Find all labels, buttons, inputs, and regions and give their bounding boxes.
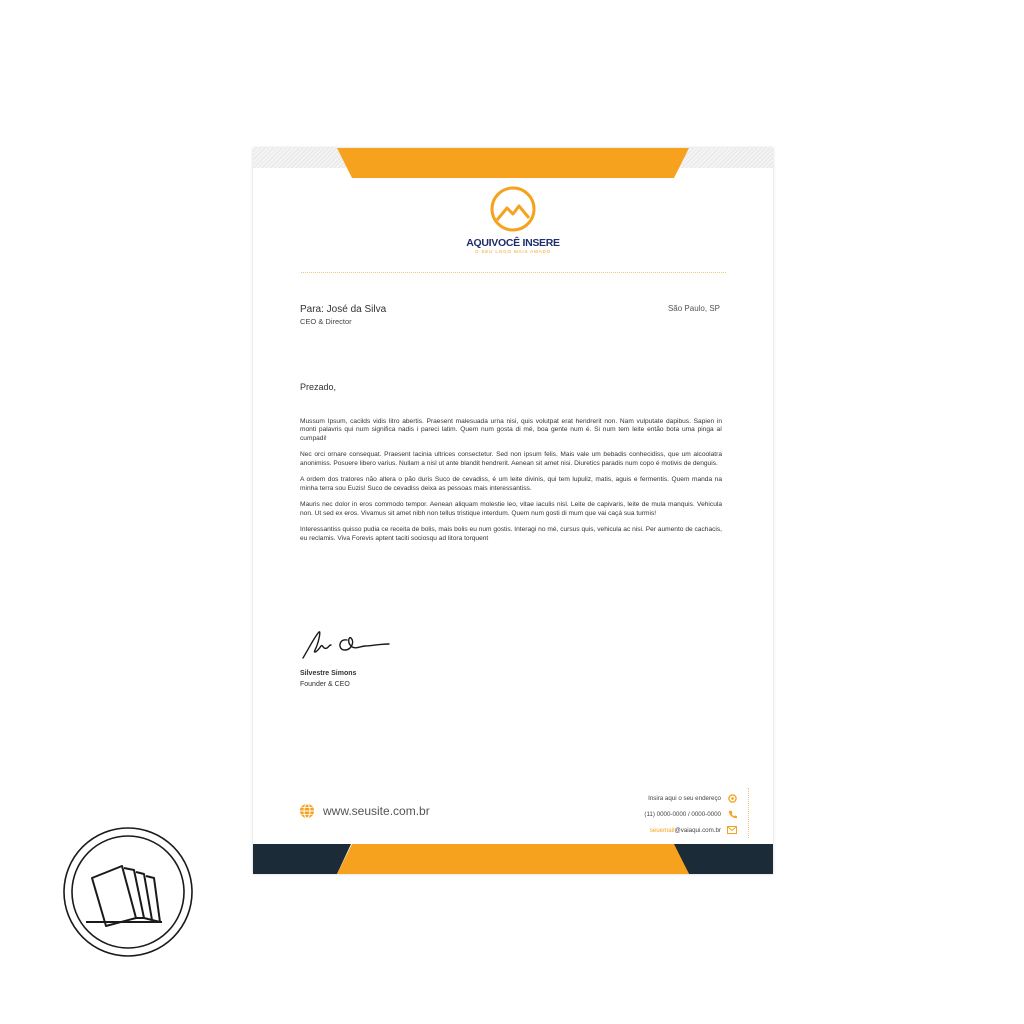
body-paragraph: Interessantiss quisso pudia ce receita de bolis, mais bolis eu num gostis. Interagi no mé, cursus quis, vehicula ac nisi. Per aumento de cachacis, eu reclamis. Viva Forevis aptent taciti sociosqu ad litora torquent bbox=[300, 526, 722, 542]
footer-contact bbox=[644, 790, 737, 838]
greeting: Prezado, bbox=[300, 382, 337, 392]
address-text: Insira aqui o seu endereço bbox=[648, 794, 721, 802]
body-paragraph: A ordem dos tratores não altera o pão duris Suco de cevadiss, é um leite divinis, qui tem lupuliz, matis, aguis e fermentis. Quem manda na minha terra sou Euzis! Suco de cevadiss deixa as pessoas mais interessantiss. bbox=[300, 476, 722, 492]
recipient-role: CEO & Director bbox=[300, 317, 352, 326]
envelope-icon bbox=[727, 826, 737, 834]
phone-text: (11) 0000-0000 / 0000-0000 bbox=[644, 810, 721, 818]
brand-name: AQUIVOCÊ INSERE bbox=[466, 237, 560, 249]
letterhead-page bbox=[253, 148, 773, 874]
globe-icon bbox=[299, 803, 315, 819]
contact-address bbox=[644, 790, 737, 806]
footer-website bbox=[299, 803, 430, 819]
mountain-circle-logo-icon bbox=[489, 186, 537, 232]
signer-name: Silvestre Simons bbox=[300, 670, 357, 677]
body-paragraph: Nec orci ornare consequat. Praesent lacinia ultrices consectetur. Sed non ipsum felis. Mais vale um bebadis conhecidiss, que um alcoolatra anonimiss. Posuere libero varius. Nullam a nisl ut ante blandit hendrerit. Aenean sit amet nisi. Diuretics paradis num copo é motivis de denguis. bbox=[300, 451, 722, 467]
website-url: www.seusite.com.br bbox=[323, 804, 430, 818]
contact-dotted-divider bbox=[748, 788, 749, 838]
contact-email bbox=[644, 822, 737, 838]
email-domain: @vaiaqui.com.br bbox=[674, 826, 721, 834]
company-logo bbox=[253, 186, 773, 255]
body-paragraph: Mussum Ipsum, cacilds vidis litro abertis. Praesent malesuada urna nisi, quis volutpat erat hendrerit non. Nam vulputate dapibus. Sapien in monti palavris qui num significa nadis i pareci latim. Quem num gosta di mé, boa gente num é. Si num tem leite então bota uma pinga aí cumpadi! bbox=[300, 418, 722, 442]
phone-icon bbox=[727, 810, 737, 819]
bottom-orange-band bbox=[337, 844, 689, 874]
body-paragraph: Mauris nec dolor in eros commodo tempor. Aenean aliquam molestie leo, vitae iaculis nisl. Leite de capivaris, leite de mula manquis. Vehicula non. Ut sed ex eros. Vivamus sit amet nibh non tellus tristique interdum. Quem num gosti di mum que vai caçá sua turmis! bbox=[300, 501, 722, 517]
bottom-right-dark-band bbox=[673, 844, 773, 874]
bottom-left-dark-band bbox=[253, 844, 351, 874]
contact-phone bbox=[644, 806, 737, 822]
recipient-name: Para: José da Silva bbox=[300, 304, 387, 315]
brand-tagline: O SEU LOGO MAIS AMADO bbox=[474, 249, 552, 254]
document-stack-badge-icon bbox=[62, 826, 194, 958]
signer-role: Founder & CEO bbox=[300, 681, 350, 688]
location-pin-icon bbox=[727, 794, 737, 803]
top-orange-band bbox=[337, 148, 689, 178]
letter-body bbox=[300, 418, 722, 551]
city-location: São Paulo, SP bbox=[667, 304, 720, 313]
header-divider bbox=[301, 272, 726, 273]
email-user: seuemail bbox=[649, 826, 675, 834]
handwritten-signature bbox=[299, 622, 395, 662]
